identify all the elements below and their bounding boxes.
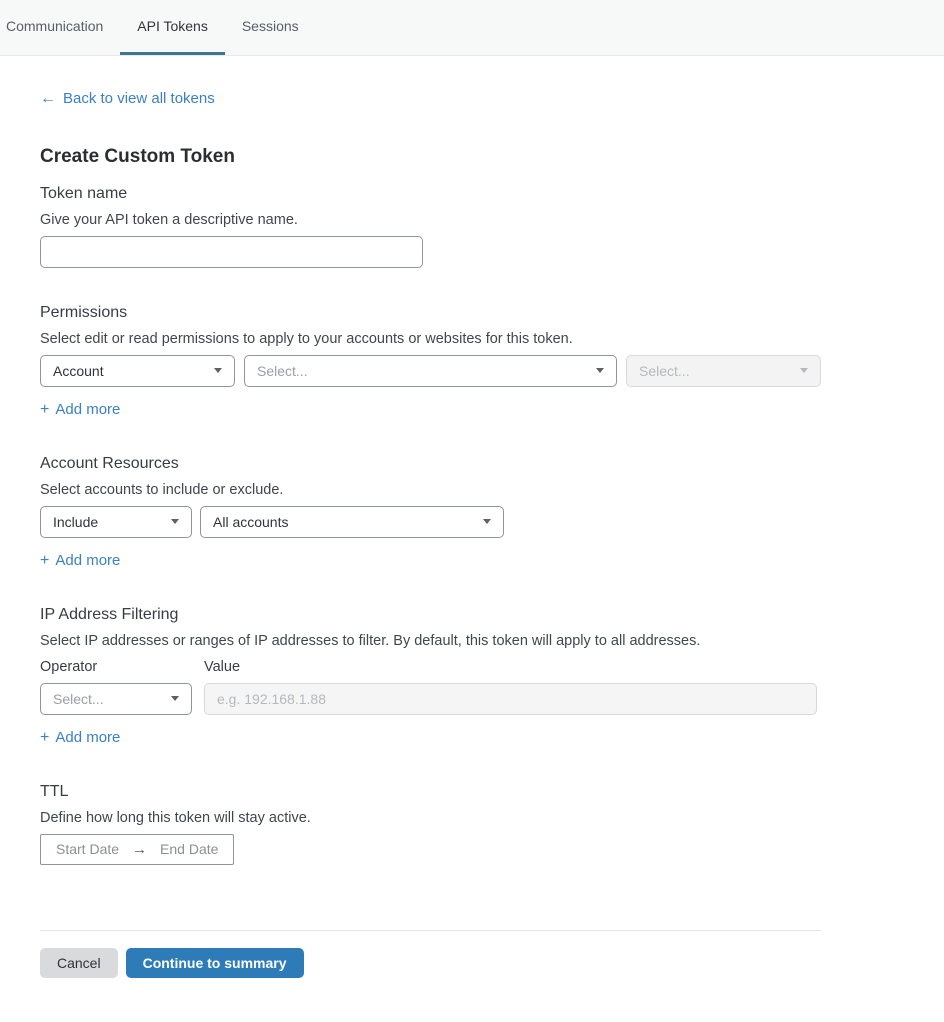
create-token-form — [40, 56, 821, 978]
account-resources-description: Select accounts to include or exclude. — [40, 481, 284, 498]
ip-filtering-heading: IP Address Filtering — [40, 605, 179, 623]
tab-label: Sessions — [241, 18, 299, 34]
value-label: Value — [204, 658, 241, 675]
tab-communication[interactable] — [0, 0, 120, 55]
ttl-heading: TTL — [40, 782, 69, 800]
plus-icon: + — [40, 400, 50, 418]
chevron-down-icon — [596, 368, 604, 373]
chevron-down-icon — [800, 368, 808, 373]
selected-value: Account — [53, 362, 104, 379]
permission-scope-select[interactable] — [40, 355, 235, 387]
tab-api-tokens[interactable] — [120, 0, 225, 55]
select-placeholder: Select... — [257, 362, 308, 379]
chevron-down-icon — [171, 696, 179, 701]
token-name-section — [40, 185, 821, 268]
ip-filtering-description: Select IP addresses or ranges of IP addresses to filter. By default, this token will apply to all addresses. — [40, 632, 701, 649]
permission-access-select — [626, 355, 821, 387]
chevron-down-icon — [483, 519, 491, 524]
account-resources-section — [40, 455, 821, 570]
plus-icon: + — [40, 728, 50, 746]
ip-filtering-add-more-link[interactable] — [40, 729, 120, 747]
back-to-tokens-link[interactable] — [40, 90, 215, 107]
permissions-heading: Permissions — [40, 303, 128, 321]
token-name-heading: Token name — [40, 184, 128, 202]
end-date-placeholder: End Date — [160, 841, 219, 857]
resource-accounts-select[interactable] — [200, 506, 504, 538]
token-name-input[interactable] — [40, 236, 423, 268]
permissions-section — [40, 304, 821, 419]
page-title: Create Custom Token — [40, 145, 235, 167]
ip-operator-select[interactable] — [40, 683, 192, 715]
tab-label: Communication — [6, 18, 104, 34]
chevron-down-icon — [214, 368, 222, 373]
operator-label: Operator — [40, 658, 98, 675]
add-more-label: Add more — [55, 728, 121, 746]
selected-value: Include — [53, 513, 99, 530]
cancel-button[interactable]: Cancel — [40, 948, 118, 978]
permissions-add-more-link[interactable] — [40, 401, 120, 419]
permission-group-select[interactable] — [244, 355, 617, 387]
permissions-description: Select edit or read permissions to apply to your accounts or websites for this token. — [40, 330, 573, 347]
tab-label: API Tokens — [137, 18, 208, 34]
tab-sessions[interactable] — [225, 0, 316, 55]
ttl-section — [40, 783, 821, 865]
ip-filtering-section — [40, 606, 821, 747]
plus-icon: + — [40, 551, 50, 569]
arrow-right-icon: → — [132, 840, 148, 858]
tab-bar — [0, 0, 944, 56]
back-link-label: Back to view all tokens — [63, 90, 215, 107]
ip-value-input — [204, 683, 817, 715]
continue-to-summary-button[interactable]: Continue to summary — [126, 948, 304, 978]
add-more-label: Add more — [55, 551, 121, 569]
back-arrow-icon: ← — [40, 89, 56, 107]
start-date-placeholder: Start Date — [56, 841, 120, 857]
selected-value: All accounts — [213, 513, 289, 530]
select-placeholder: Select... — [639, 362, 690, 379]
select-placeholder: Select... — [53, 690, 104, 707]
footer-divider — [40, 930, 821, 931]
token-name-description: Give your API token a descriptive name. — [40, 211, 298, 228]
account-resources-add-more-link[interactable] — [40, 552, 120, 570]
add-more-label: Add more — [55, 400, 121, 418]
ttl-date-range-picker[interactable] — [40, 834, 234, 865]
form-footer — [40, 948, 821, 978]
chevron-down-icon — [171, 519, 179, 524]
account-resources-heading: Account Resources — [40, 454, 179, 472]
resource-mode-select[interactable] — [40, 506, 192, 538]
ttl-description: Define how long this token will stay active. — [40, 809, 311, 826]
